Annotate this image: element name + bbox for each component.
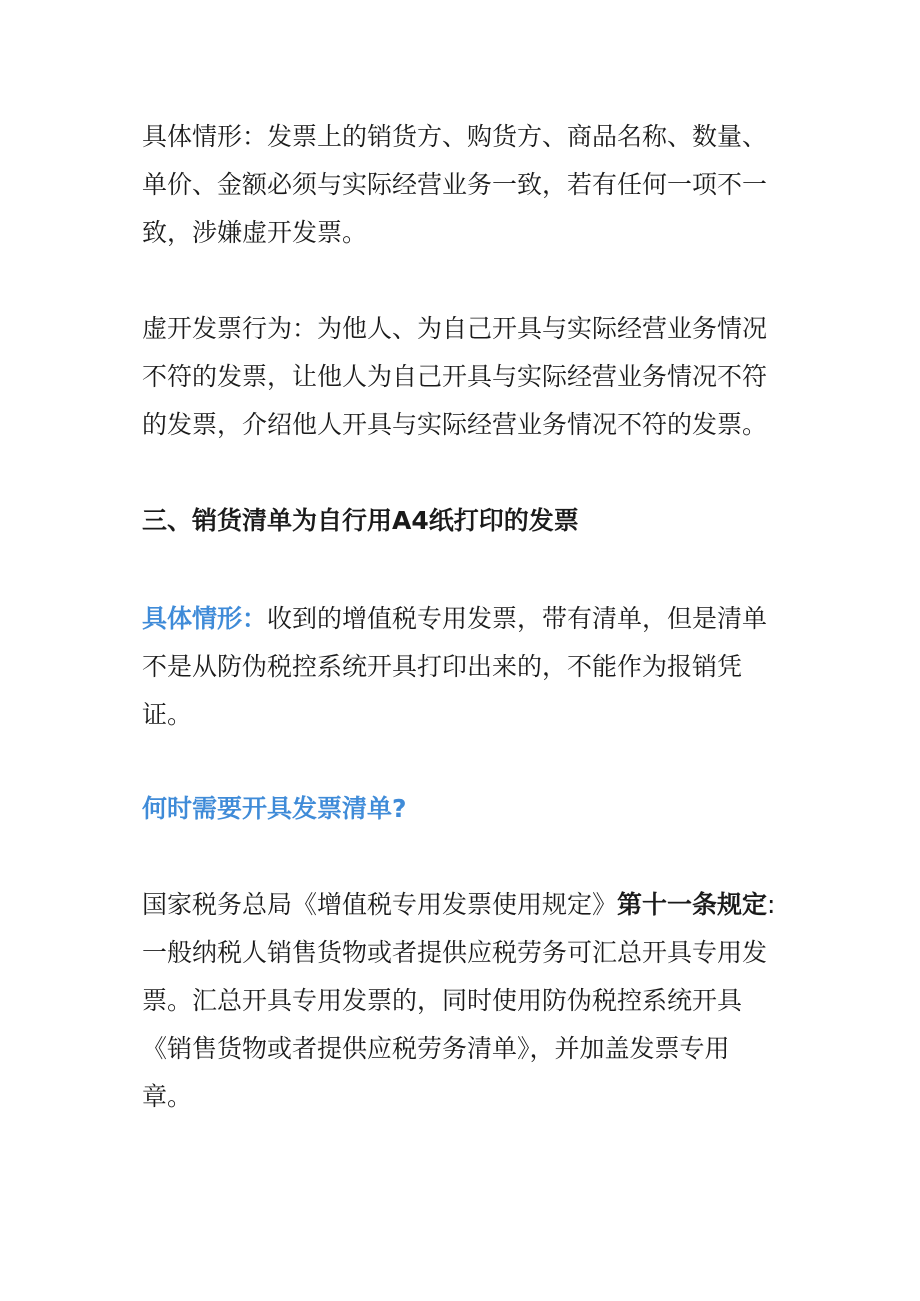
text-line: 单价、金额必须与实际经营业务一致，若有任何一项不一 (142, 170, 768, 199)
paragraph-regulation (142, 881, 782, 1121)
text-line (142, 881, 782, 929)
text-run: 收到的增值税专用发票，带有清单，但是清单 (267, 604, 768, 633)
text-run: 国家税务总局《增值税专用发票使用规定》 (142, 890, 618, 919)
text-line: 虚开发票行为：为他人、为自己开具与实际经营业务情况 (142, 314, 768, 343)
text-line: 章。 (142, 1082, 193, 1111)
section-heading-text: 三、销货清单为自行用A4纸打印的发票 (142, 506, 579, 535)
highlight-label: 具体情形： (142, 604, 268, 633)
text-line: 证。 (142, 700, 193, 729)
text-line: 不是从防伪税控系统开具打印出来的，不能作为报销凭 (142, 652, 743, 681)
text-line: 《销售货物或者提供应税劳务清单》，并加盖发票专用 (142, 1034, 730, 1063)
section-heading (142, 497, 782, 545)
paragraph-false-invoice-behavior (142, 305, 782, 449)
question-heading-text: 何时需要开具发票清单? (142, 794, 407, 823)
text-line: 不符的发票，让他人为自己开具与实际经营业务情况不符 (142, 362, 768, 391)
bold-article-reference: 第十一条规定 (617, 890, 768, 919)
text-line: 具体情形：发票上的销货方、购货方、商品名称、数量、 (142, 122, 768, 151)
text-line (142, 595, 782, 643)
text-line: 票。汇总开具专用发票的，同时使用防伪税控系统开具 (142, 986, 743, 1015)
paragraph-specific-situation (142, 113, 782, 257)
question-heading (142, 785, 782, 833)
text-line: 的发票，介绍他人开具与实际经营业务情况不符的发票。 (142, 410, 768, 439)
paragraph-sales-list-situation (142, 595, 782, 739)
text-run: : (767, 890, 776, 919)
text-line: 一般纳税人销售货物或者提供应税劳务可汇总开具专用发 (142, 938, 768, 967)
text-line: 致，涉嫌虚开发票。 (142, 218, 368, 247)
